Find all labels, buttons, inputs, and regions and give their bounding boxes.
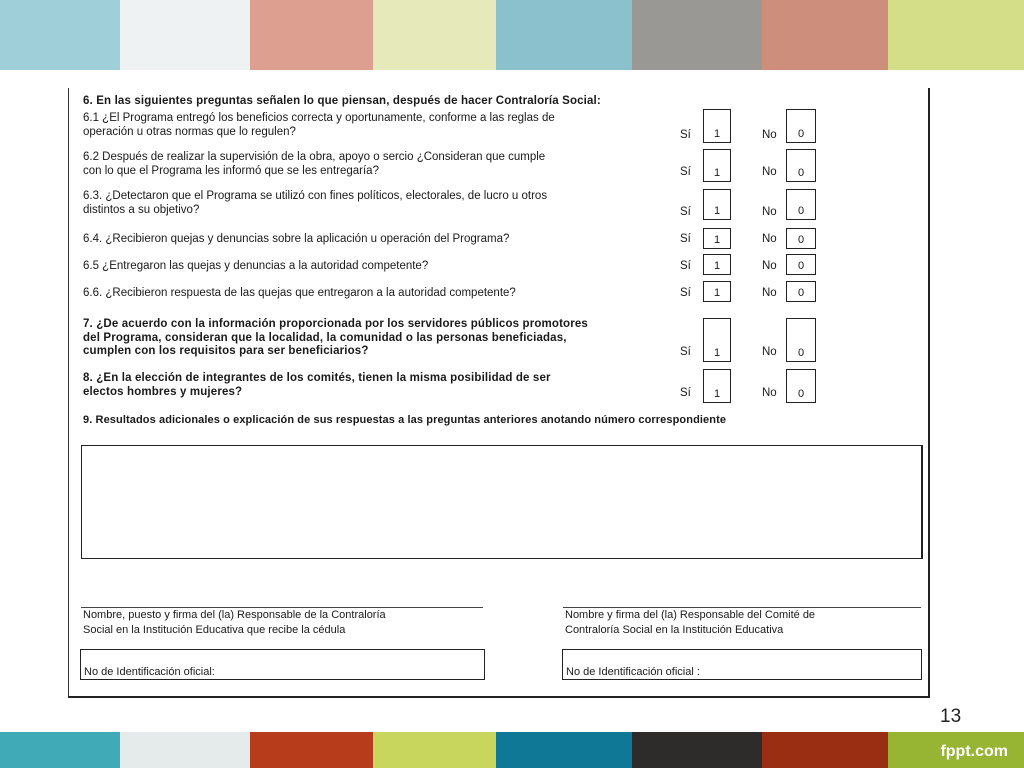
q6-5-yes-label: Sí bbox=[680, 260, 691, 272]
q6-3-yes-value: 1 bbox=[713, 205, 721, 217]
q6-5-no-box[interactable] bbox=[786, 254, 816, 275]
question-8-line2: electos hombres y mujeres? bbox=[83, 385, 243, 398]
right-signature-caption-line2: Contraloría Social en la Institución Educativa bbox=[565, 624, 784, 636]
q6-3-no-label: No bbox=[762, 206, 777, 218]
q6-1-yes-value: 1 bbox=[713, 128, 721, 140]
bottom-stripe-2 bbox=[120, 732, 250, 768]
q6-4-no-label: No bbox=[762, 233, 777, 245]
page-right-border bbox=[928, 88, 930, 698]
q7-yes-label: Sí bbox=[680, 346, 691, 358]
question-6-4: 6.4. ¿Recibieron quejas y denuncias sobre la aplicación u operación del Programa? bbox=[83, 233, 510, 245]
q6-5-yes-box[interactable] bbox=[703, 254, 731, 275]
bottom-stripe-1 bbox=[0, 732, 120, 768]
q6-6-no-box[interactable] bbox=[786, 281, 816, 302]
question-7-line1: 7. ¿De acuerdo con la información proporcionada por los servidores públicos promotores bbox=[83, 318, 588, 330]
right-signature-caption bbox=[565, 608, 815, 638]
q6-3-no-box[interactable] bbox=[786, 189, 816, 220]
question-6-3-line2: distintos a su objetivo? bbox=[83, 203, 200, 216]
q6-3-no-value: 0 bbox=[797, 205, 805, 217]
q7-yes-value: 1 bbox=[713, 347, 721, 359]
question-6-3 bbox=[83, 190, 547, 217]
page-left-border bbox=[68, 88, 69, 698]
q6-1-no-label: No bbox=[762, 129, 777, 141]
q8-no-label: No bbox=[762, 387, 777, 399]
q7-no-label: No bbox=[762, 346, 777, 358]
q6-6-yes-box[interactable] bbox=[703, 281, 731, 302]
left-signature-caption-line1: Nombre, puesto y firma del (la) Responsable de la Contraloría bbox=[83, 609, 386, 621]
slide-page-number: 13 bbox=[940, 706, 962, 727]
question-6-5: 6.5 ¿Entregaron las quejas y denuncias a la autoridad competente? bbox=[83, 260, 429, 272]
q6-1-yes-label: Sí bbox=[680, 129, 691, 141]
q6-6-yes-label: Sí bbox=[680, 287, 691, 299]
q6-5-no-value: 0 bbox=[797, 260, 805, 272]
question-7-line3: cumplen con los requisitos para ser beneficiarios? bbox=[83, 345, 369, 357]
top-stripe-5 bbox=[496, 0, 632, 70]
q7-yes-box[interactable] bbox=[703, 318, 731, 362]
bottom-stripe-3 bbox=[250, 732, 373, 768]
q8-no-value: 0 bbox=[797, 388, 805, 400]
top-stripe-1 bbox=[0, 0, 120, 70]
bottom-stripe-5 bbox=[496, 732, 632, 768]
top-stripe-4 bbox=[373, 0, 496, 70]
question-6-2-line1: 6.2 Después de realizar la supervisión de la obra, apoyo o sercio ¿Consideran que cumple bbox=[83, 151, 546, 163]
right-id-label: No de Identificación oficial : bbox=[566, 666, 700, 678]
question-6-1-line1: 6.1 ¿El Programa entregó los beneficios correcta y oportunamente, conforme a las reglas de bbox=[83, 112, 555, 124]
question-6-1 bbox=[83, 112, 555, 139]
top-stripe-2 bbox=[120, 0, 250, 70]
q6-6-no-label: No bbox=[762, 287, 777, 299]
fppt-brand-logo: fppt.com bbox=[940, 743, 1008, 760]
top-stripe-8 bbox=[888, 0, 1024, 70]
q6-4-no-box[interactable] bbox=[786, 228, 816, 249]
q6-6-no-value: 0 bbox=[797, 287, 805, 299]
q6-3-yes-box[interactable] bbox=[703, 189, 731, 220]
left-id-field[interactable] bbox=[80, 649, 485, 680]
bottom-stripe-7 bbox=[762, 732, 888, 768]
q7-no-box[interactable] bbox=[786, 318, 816, 362]
left-signature-caption-line2: Social en la Institución Educativa que recibe la cédula bbox=[83, 624, 346, 636]
question-6-1-line2: operación u otras normas que lo regulen? bbox=[83, 125, 296, 138]
q6-5-yes-value: 1 bbox=[713, 260, 721, 272]
question-8-line1: 8. ¿En la elección de integrantes de los comités, tienen la misma posibilidad de ser bbox=[83, 372, 551, 384]
question-6-2 bbox=[83, 151, 545, 178]
q6-2-no-box[interactable] bbox=[786, 149, 816, 182]
q6-1-yes-box[interactable] bbox=[703, 109, 731, 143]
top-stripe-7 bbox=[762, 0, 888, 70]
q6-3-yes-label: Sí bbox=[680, 206, 691, 218]
q6-2-yes-box[interactable] bbox=[703, 149, 731, 182]
left-signature-caption bbox=[83, 608, 386, 638]
section-9-heading: 9. Resultados adicionales o explicación de sus respuestas a las preguntas anteriores anotando número correspondiente bbox=[83, 414, 727, 426]
bottom-color-stripes bbox=[0, 732, 1024, 768]
right-id-field[interactable] bbox=[562, 649, 922, 680]
q6-2-yes-value: 1 bbox=[713, 167, 721, 179]
q6-4-yes-box[interactable] bbox=[703, 228, 731, 249]
q6-4-yes-label: Sí bbox=[680, 233, 691, 245]
question-6-3-line1: 6.3. ¿Detectaron que el Programa se utilizó con fines políticos, electorales, de lucro u otros bbox=[83, 190, 548, 202]
additional-results-textarea[interactable] bbox=[81, 445, 923, 559]
q6-1-no-value: 0 bbox=[797, 128, 805, 140]
question-8 bbox=[83, 372, 551, 399]
top-color-stripes bbox=[0, 0, 1024, 70]
q8-yes-value: 1 bbox=[713, 388, 721, 400]
q8-yes-label: Sí bbox=[680, 387, 691, 399]
top-stripe-6 bbox=[632, 0, 762, 70]
question-6-6: 6.6. ¿Recibieron respuesta de las quejas que entregaron a la autoridad competente? bbox=[83, 287, 516, 299]
question-7 bbox=[83, 318, 588, 359]
q8-no-box[interactable] bbox=[786, 369, 816, 403]
q6-2-no-value: 0 bbox=[797, 167, 805, 179]
q6-5-no-label: No bbox=[762, 260, 777, 272]
left-id-label: No de Identificación oficial: bbox=[84, 666, 215, 678]
q8-yes-box[interactable] bbox=[703, 369, 731, 403]
q7-no-value: 0 bbox=[797, 347, 805, 359]
top-stripe-3 bbox=[250, 0, 373, 70]
q6-1-no-box[interactable] bbox=[786, 109, 816, 143]
q6-4-yes-value: 1 bbox=[713, 234, 721, 246]
q6-4-no-value: 0 bbox=[797, 234, 805, 246]
q6-2-yes-label: Sí bbox=[680, 166, 691, 178]
bottom-stripe-6 bbox=[632, 732, 762, 768]
q6-2-no-label: No bbox=[762, 166, 777, 178]
question-6-2-line2: con lo que el Programa les informó que se les entregaría? bbox=[83, 164, 379, 177]
bottom-stripe-4 bbox=[373, 732, 496, 768]
right-signature-caption-line1: Nombre y firma del (la) Responsable del Comité de bbox=[565, 609, 816, 621]
q6-6-yes-value: 1 bbox=[713, 287, 721, 299]
question-7-line2: del Programa, consideran que la localidad, la comunidad o las personas beneficiadas, bbox=[83, 331, 567, 344]
page-bottom-border bbox=[68, 696, 930, 698]
section-6-heading: 6. En las siguientes preguntas señalen lo que piensan, después de hacer Contraloría Social: bbox=[83, 95, 601, 107]
